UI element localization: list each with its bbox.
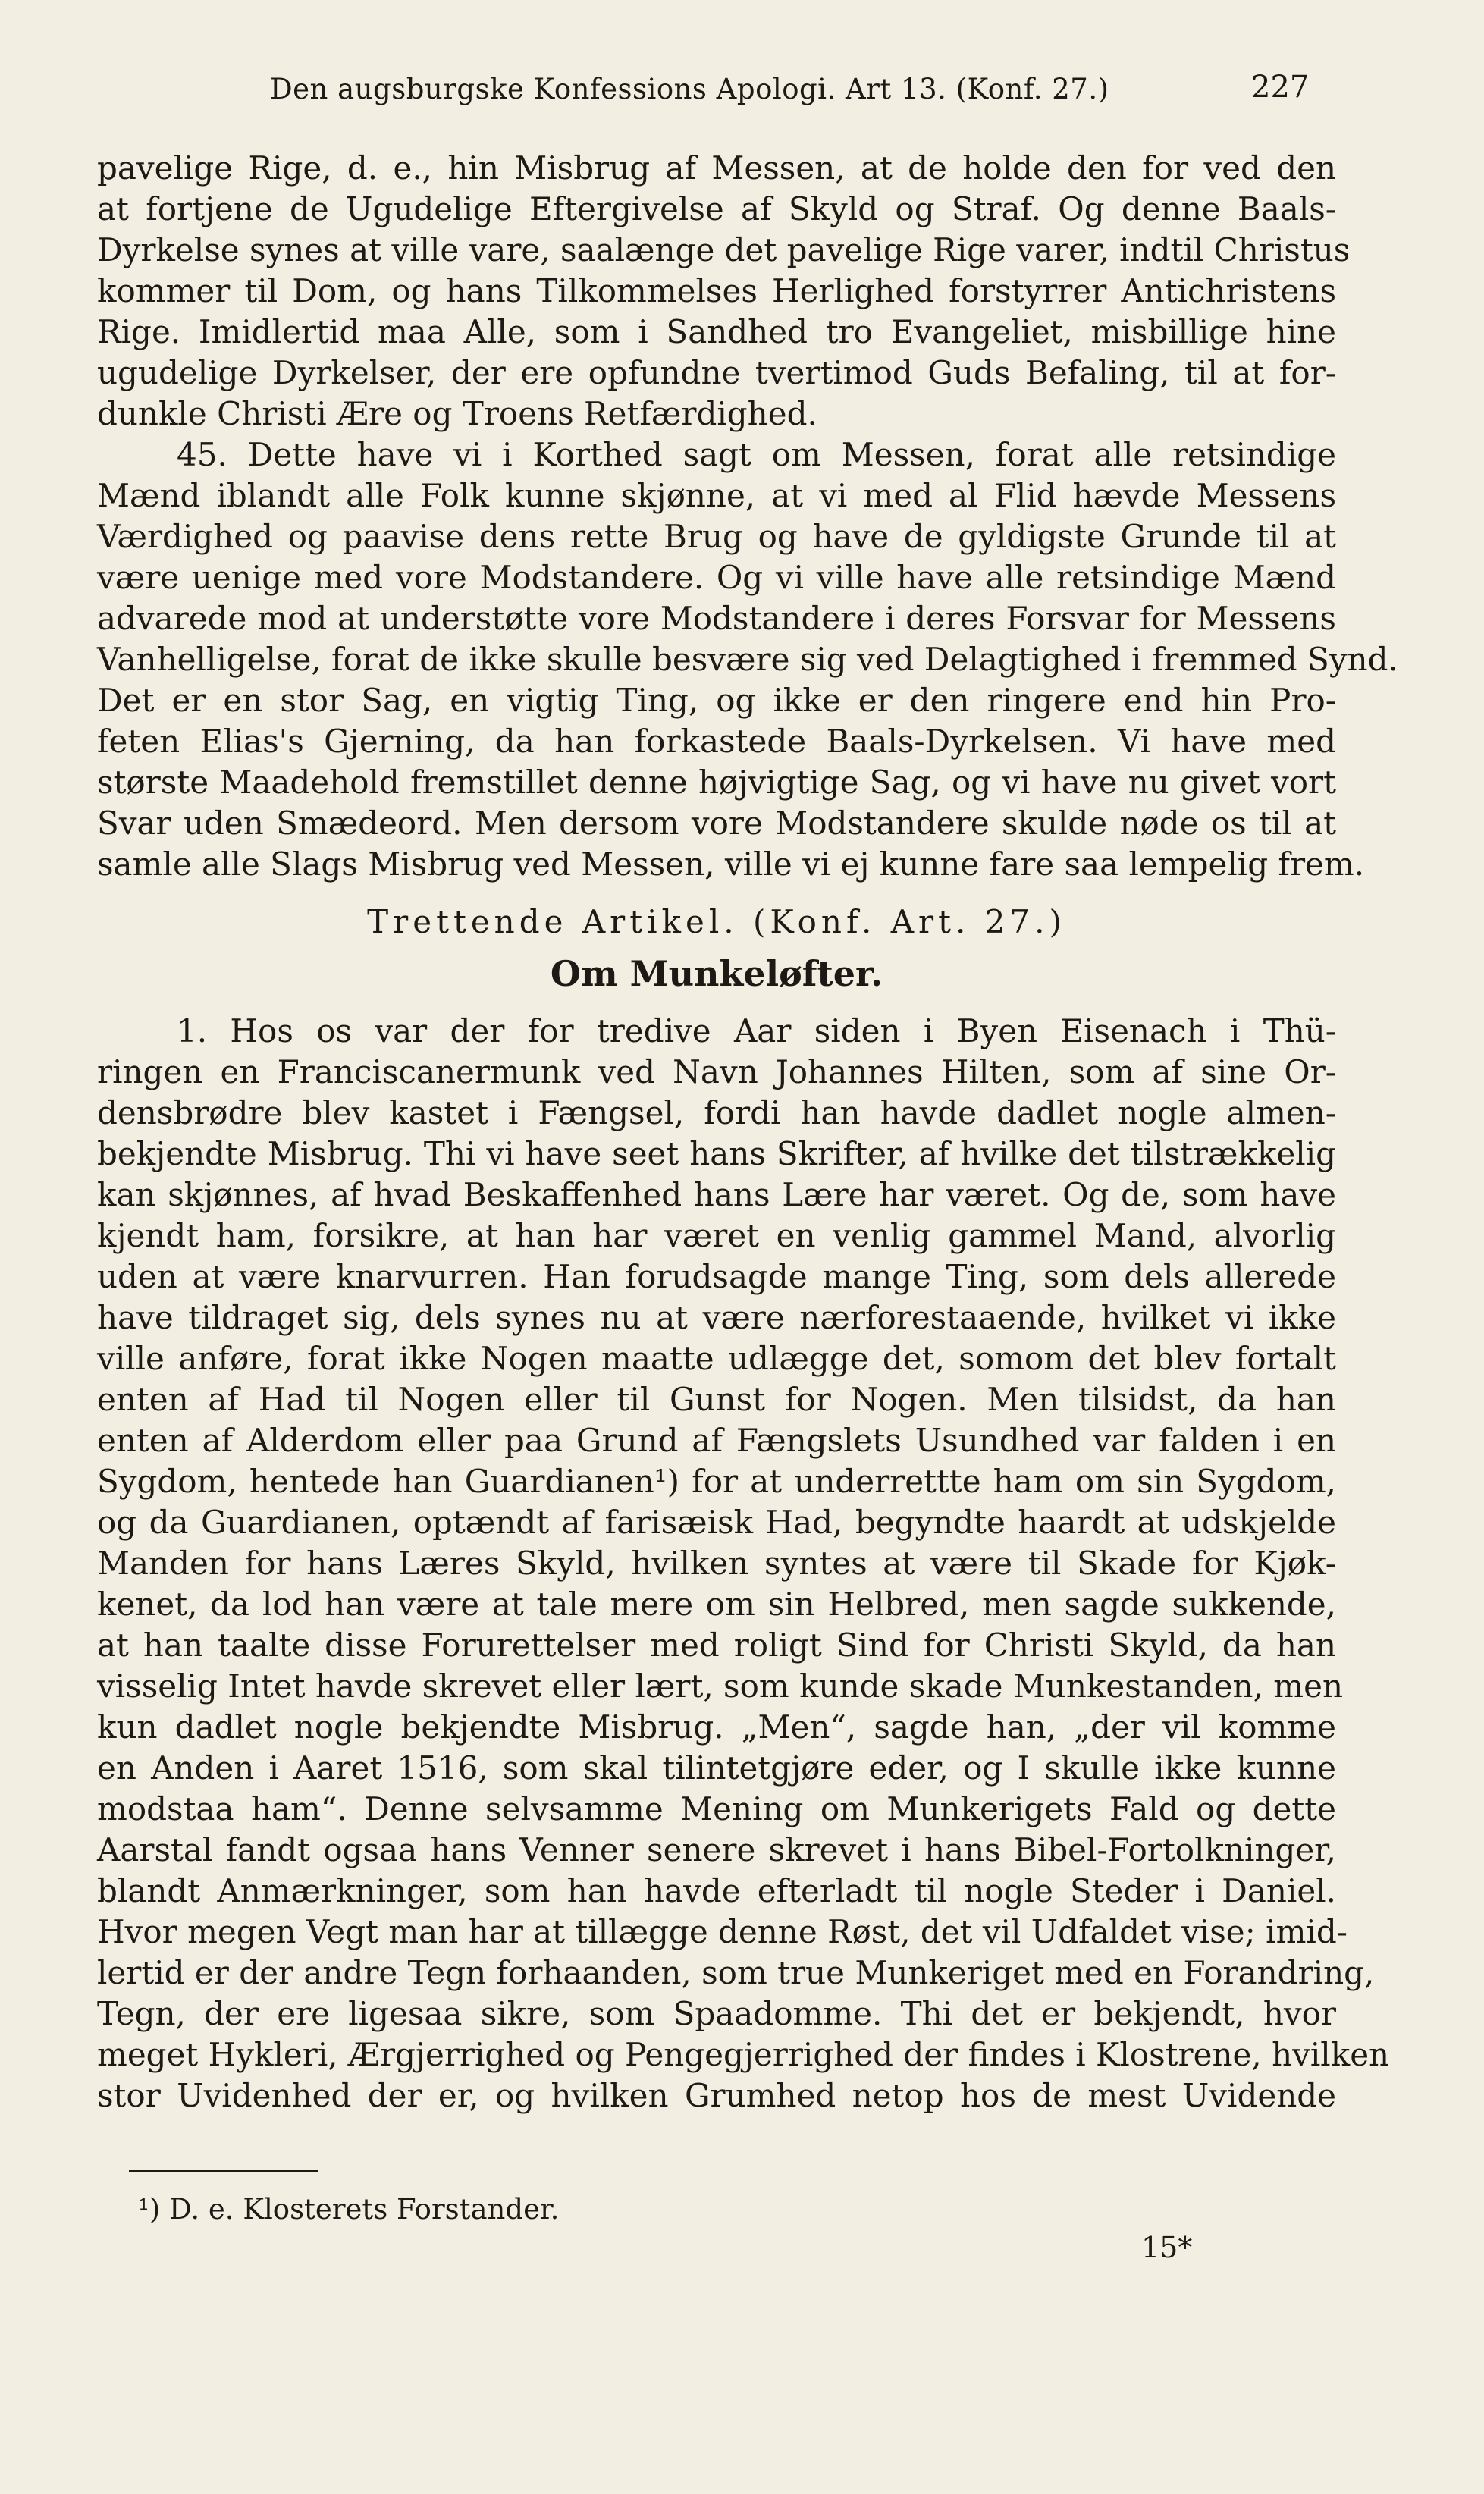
text-line: enten af Alderdom eller paa Grund af Fængslets Usundhed var falden i en <box>97 1422 1336 1459</box>
text-line: Svar uden Smædeord. Men dersom vore Modstandere skulde nøde os til at <box>97 805 1336 842</box>
text-line: blandt Anmærkninger, som han havde efterladt til nogle Steder i Daniel. <box>97 1872 1336 1909</box>
text-line: Rige. Imidlertid maa Alle, som i Sandhed tro Evangeliet, misbillige hine <box>97 313 1336 350</box>
text-line: samle alle Slags Misbrug ved Messen, ville vi ej kunne fare saa lempelig frem. <box>97 845 1365 883</box>
article-heading: Trettende Artikel. (Konf. Art. 27.) <box>367 903 1066 940</box>
text-line: og da Guardianen, optændt af farisæisk Had, begyndte haardt at udskjelde <box>97 1504 1336 1541</box>
footnote-divider <box>129 2170 318 2172</box>
page-number: 227 <box>1251 70 1310 105</box>
text-line: kan skjønnes, af hvad Beskaffenhed hans Lære har været. Og de, som have <box>97 1176 1336 1213</box>
text-line: Vanhelligelse, forat de ikke skulle besvære sig ved Delagtighed i fremmed Synd. <box>97 641 1398 678</box>
signature-mark: 15* <box>1141 2231 1193 2264</box>
text-line: Værdighed og paavise dens rette Brug og have de gyldigste Grunde til at <box>97 518 1336 555</box>
running-header: Den augsburgske Konfessions Apologi. Art 13. (Konf. 27.) <box>270 73 1109 105</box>
text-line: densbrødre blev kastet i Fængsel, fordi han havde dadlet nogle almen- <box>97 1094 1336 1131</box>
text-line: Hvor megen Vegt man har at tillægge denne Røst, det vil Udfaldet vise; imid- <box>97 1913 1348 1950</box>
text-line: kun dadlet nogle bekjendte Misbrug. „Men“, sagde han, „der vil komme <box>97 1708 1336 1746</box>
text-line: Aarstal fandt ogsaa hans Venner senere skrevet i hans Bibel-Fortolkninger, <box>97 1831 1336 1868</box>
paragraph-45 <box>97 434 1398 885</box>
text-line: at fortjene de Ugudelige Eftergivelse af Skyld og Straf. Og denne Baals- <box>97 190 1336 227</box>
text-line: bekjendte Misbrug. Thi vi have seet hans Skrifter, af hvilke det tilstrækkelig <box>97 1135 1336 1172</box>
text-line: lertid er der andre Tegn forhaanden, som true Munkeriget med en Forandring, <box>97 1954 1375 1991</box>
text-line: Manden for hans Læres Skyld, hvilken syntes at være til Skade for Kjøk- <box>97 1545 1336 1582</box>
text-line: ville anføre, forat ikke Nogen maatte udlægge det, somom det blev fortalt <box>97 1340 1336 1377</box>
text-line: være uenige med vore Modstandere. Og vi ville have alle retsindige Mænd <box>97 559 1336 596</box>
text-line: kenet, da lod han være at tale mere om sin Helbred, men sagde sukkende, <box>97 1586 1336 1623</box>
text-line: kommer til Dom, og hans Tilkommelses Herlighed forstyrrer Antichristens <box>97 272 1336 309</box>
text-line: Dyrkelse synes at ville vare, saalænge det pavelige Rige varer, indtil Christus <box>97 231 1351 268</box>
text-line: Tegn, der ere ligesaa sikre, som Spaadomme. Thi det er bekjendt, hvor <box>97 1995 1336 2032</box>
text-line: advarede mod at understøtte vore Modstandere i deres Forsvar for Messens <box>97 600 1336 637</box>
text-line: Sygdom, hentede han Guardianen¹) for at underrettte ham om sin Sygdom, <box>97 1463 1336 1500</box>
text-line: kjendt ham, forsikre, at han har været en venlig gammel Mand, alvorlig <box>97 1217 1336 1254</box>
text-line: ringen en Franciscanermunk ved Navn Johannes Hilten, som af sine Or- <box>97 1053 1336 1090</box>
text-line: visselig Intet havde skrevet eller lært, som kunde skade Munkestanden, men <box>97 1667 1344 1705</box>
text-line: Det er en stor Sag, en vigtig Ting, og ikke er den ringere end hin Pro- <box>97 682 1336 719</box>
text-line: uden at være knarvurren. Han forudsagde mange Ting, som dels allerede <box>97 1258 1336 1295</box>
text-line: modstaa ham“. Denne selvsamme Mening om Munkerigets Fald og dette <box>97 1790 1336 1827</box>
text-line: feten Elias's Gjerning, da han forkastede Baals-Dyrkelsen. Vi have med <box>97 723 1336 760</box>
text-line: pavelige Rige, d. e., hin Misbrug af Messen, at de holde den for ved den <box>97 149 1336 187</box>
paragraph-continuation <box>97 148 1351 434</box>
article-title: Om Munkeløfter. <box>550 953 883 994</box>
text-line: have tildraget sig, dels synes nu at være nærforestaaende, hvilket vi ikke <box>97 1299 1336 1336</box>
main-text <box>97 148 1398 2116</box>
text-line: 1. Hos os var der for tredive Aar siden i Byen Eisenach i Thü- <box>177 1012 1336 1049</box>
text-line: at han taalte disse Forurettelser med roligt Sind for Christi Skyld, da han <box>97 1627 1336 1664</box>
text-line: stor Uvidenhed der er, og hvilken Grumhed netop hos de mest Uvidende <box>97 2077 1336 2114</box>
paragraph-1 <box>97 1011 1390 2116</box>
text-line: meget Hykleri, Ærgjerrighed og Pengegjerrighed der findes i Klostrene, hvilken <box>97 2036 1390 2073</box>
text-line: største Maadehold fremstillet denne højvigtige Sag, og vi have nu givet vort <box>97 764 1336 801</box>
footnote: ¹) D. e. Klosterets Forstander. <box>138 2193 560 2226</box>
text-line: Mænd iblandt alle Folk kunne skjønne, at vi med al Flid hævde Messens <box>97 477 1336 514</box>
text-line: 45. Dette have vi i Korthed sagt om Messen, forat alle retsindige <box>177 436 1336 473</box>
text-line: enten af Had til Nogen eller til Gunst for Nogen. Men tilsidst, da han <box>97 1381 1336 1418</box>
text-line: ugudelige Dyrkelser, der ere opfundne tvertimod Guds Befaling, til at for- <box>97 354 1336 391</box>
text-line: en Anden i Aaret 1516, som skal tilintetgjøre eder, og I skulle ikke kunne <box>97 1749 1336 1787</box>
text-line: dunkle Christi Ære og Troens Retfærdighed. <box>97 395 817 432</box>
